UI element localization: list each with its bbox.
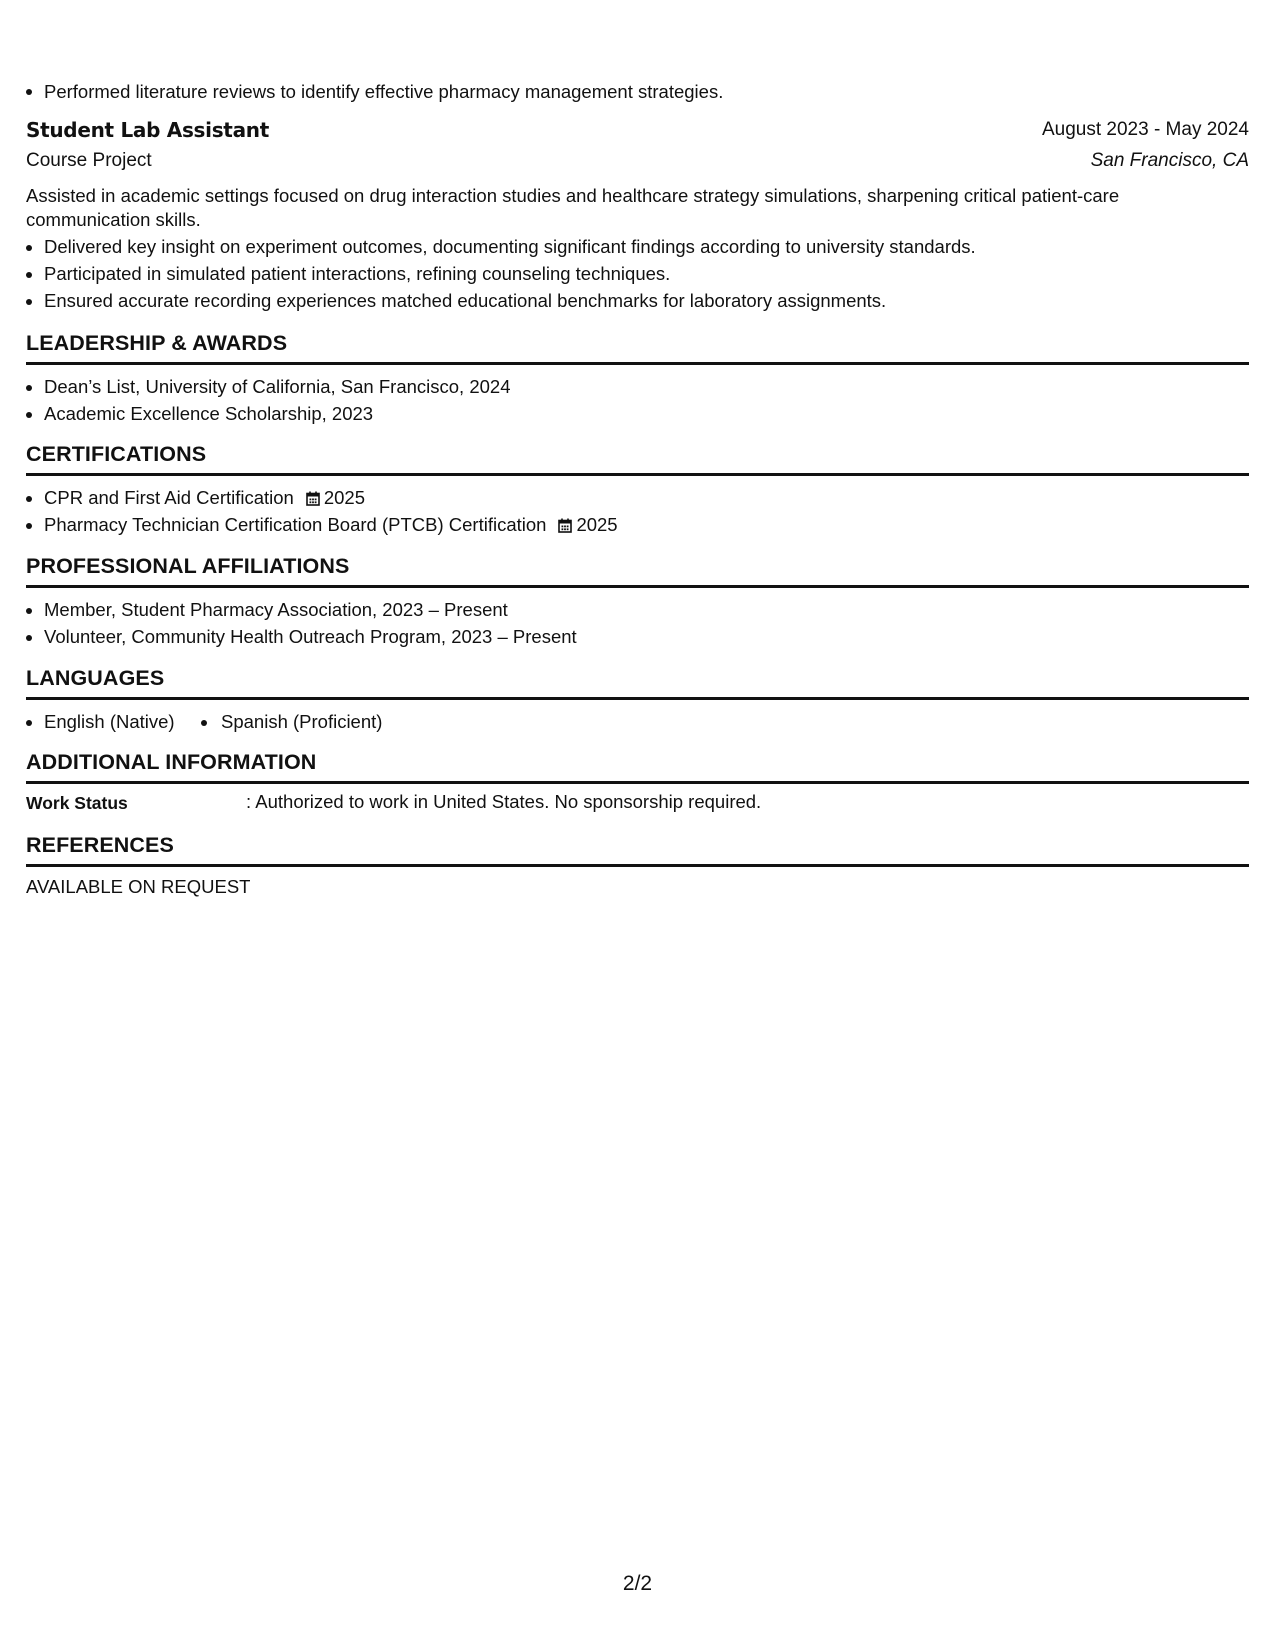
certification-item [44, 514, 618, 536]
section-heading-leadership: LEADERSHIP & AWARDS [26, 331, 288, 355]
affiliation-item: Member, Student Pharmacy Association, 2023 – Present [44, 599, 508, 620]
job-location: San Francisco, CA [1090, 150, 1249, 171]
bullet-dot [201, 720, 207, 726]
section-divider [26, 585, 1249, 588]
bullet-dot [26, 412, 32, 418]
job-subtitle: Course Project [26, 150, 152, 171]
bullet-dot [26, 272, 32, 278]
bullet-dot [26, 720, 32, 726]
section-divider [26, 697, 1249, 700]
bullet-dot [26, 385, 32, 391]
work-status-value: : Authorized to work in United States. No sponsorship required. [246, 791, 762, 812]
bullet-dot [26, 608, 32, 614]
bullet-dot [26, 635, 32, 641]
bullet-dot [26, 523, 32, 529]
certification-name: Pharmacy Technician Certification Board (PTCB) Certification [44, 514, 547, 535]
certification-name: CPR and First Aid Certification [44, 487, 294, 508]
certification-year: 2025 [576, 514, 618, 535]
certification-year: 2025 [323, 487, 365, 508]
award-item: Academic Excellence Scholarship, 2023 [44, 403, 374, 424]
section-heading-certifications: CERTIFICATIONS [26, 442, 207, 466]
references-text: AVAILABLE ON REQUEST [26, 876, 251, 897]
section-heading-references: REFERENCES [26, 833, 174, 857]
certification-item [44, 487, 365, 509]
bullet-dot [26, 89, 32, 95]
section-divider [26, 362, 1249, 365]
job-summary: Assisted in academic settings focused on drug interaction studies and healthcare strategy simulations, sharpening critical patient-care communication skills. [26, 185, 1120, 230]
bullet-dot [26, 299, 32, 305]
job-title: Student Lab Assistant [26, 118, 269, 142]
award-item: Dean’s List, University of California, San Francisco, 2024 [44, 376, 511, 397]
calendar-icon [306, 491, 320, 506]
job-bullet: Delivered key insight on experiment outcomes, documenting significant findings according to university standards. [44, 236, 976, 257]
page-number: 2/2 [622, 1572, 653, 1595]
job-bullet: Ensured accurate recording experiences matched educational benchmarks for laboratory assignments. [44, 290, 887, 311]
section-divider [26, 473, 1249, 476]
calendar-icon [558, 518, 572, 533]
section-divider [26, 864, 1249, 867]
section-heading-affiliations: PROFESSIONAL AFFILIATIONS [26, 554, 350, 578]
bullet-dot [26, 496, 32, 502]
section-heading-additional: ADDITIONAL INFORMATION [26, 750, 317, 774]
section-heading-languages: LANGUAGES [26, 666, 165, 690]
section-divider [26, 781, 1249, 784]
job-dates: August 2023 - May 2024 [1041, 119, 1249, 140]
affiliation-item: Volunteer, Community Health Outreach Program, 2023 – Present [44, 626, 577, 647]
experience-bullet: Performed literature reviews to identify effective pharmacy management strategies. [44, 81, 724, 102]
language-item: English (Native) [44, 711, 175, 732]
bullet-dot [26, 245, 32, 251]
language-item: Spanish (Proficient) [221, 711, 383, 732]
job-bullet: Participated in simulated patient interactions, refining counseling techniques. [44, 263, 671, 284]
work-status-label: Work Status [26, 793, 128, 813]
